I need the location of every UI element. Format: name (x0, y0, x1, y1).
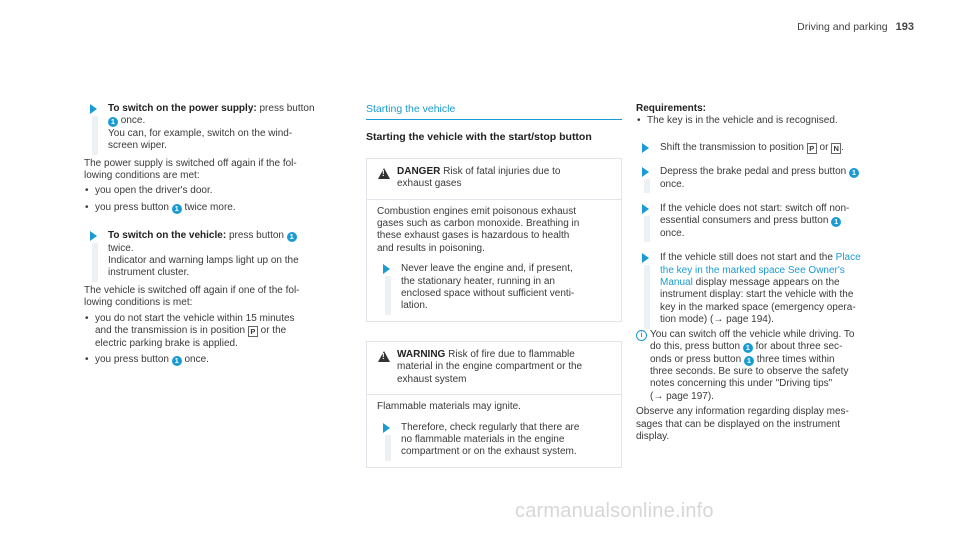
list-item: • you press button 1 twice more. (84, 202, 354, 214)
position-n-icon: N (831, 143, 841, 154)
danger-box: ! DANGER Risk of fatal injuries due to exhaust gases Combustion engines emit poisonous exhaust gases such as carbon monoxide. Breathing in these exhaust gases is hazardous to health and results in poisoning. Never leave the engine and, if present, the stationary heater, running in an enclosed space without sufficient venti- lation. (366, 158, 622, 322)
step-arrow-icon (383, 423, 390, 433)
note: i You can switch off the vehicle while driving. To do this, press button 1 for about three sec- onds or press button 1 three times within three seconds. Be sure to observe the safety notes concerning this under "Driving tips" (→ page 197). (636, 329, 896, 403)
step-vehicle: To switch on the vehicle: press button 1 twice. Indicator and warning lamps light up on the instrument cluster. (84, 230, 354, 280)
step-not-start: If the vehicle does not start: switch off non- essential consumers and press button 1 once. (636, 203, 896, 240)
list-item: • you open the driver's door. (84, 185, 354, 197)
step-arrow-icon (90, 231, 97, 241)
paragraph: The power supply is switched off again if the fol- lowing conditions are met: (84, 157, 297, 182)
list-item: • The key is in the vehicle and is recognised. (636, 115, 896, 127)
left-column (84, 103, 354, 366)
warning-triangle-icon (378, 168, 390, 179)
subsection-title: Starting the vehicle with the start/stop button (366, 131, 592, 144)
step-power-supply: To switch on the power supply: press button 1 once. You can, for example, switch on the wind- screen wiper. (84, 103, 354, 153)
button-1-icon: 1 (849, 168, 859, 178)
warning-step: Therefore, check regularly that there are no flammable materials in the engine compartment or on the exhaust system. (377, 422, 611, 459)
step-emergency: If the vehicle still does not start and the Place the key in the marked space See Owner's Manual display message appears on the instrument display: start the vehicle with the key in the marked space (emergency opera- tion mode) (→ page 194). (636, 252, 896, 326)
header-section: Driving and parking (797, 21, 888, 33)
middle-column (366, 103, 622, 468)
button-1-icon: 1 (172, 356, 182, 366)
danger-step: Never leave the engine and, if present, the stationary heater, running in an enclosed space without sufficient venti- lation. (377, 263, 611, 313)
right-column (636, 103, 896, 443)
paragraph: Observe any information regarding display mes- sages that can be displayed on the instrument display. (636, 406, 849, 442)
display-message: Manual (660, 277, 693, 289)
button-1-icon: 1 (108, 117, 118, 127)
button-1-icon: 1 (744, 356, 754, 366)
display-message: Place (835, 252, 861, 264)
button-1-icon: 1 (831, 217, 841, 227)
step-arrow-icon (383, 264, 390, 274)
step-arrow-icon (642, 204, 649, 214)
step-brake: Depress the brake pedal and press button 1 once. (636, 166, 896, 191)
info-icon: i (636, 330, 647, 341)
step-shift: Shift the transmission to position P or N . (636, 142, 896, 154)
step-arrow-icon (642, 143, 649, 153)
section-title: Starting the vehicle (366, 103, 622, 120)
position-p-icon: P (807, 143, 817, 154)
button-1-icon: 1 (743, 343, 753, 353)
warning-box: ! WARNING Risk of fire due to flammable material in the engine compartment or the exhaust system Flammable materials may ignite. Therefore, check regularly that there are no flammable materials in the engine compartment or on the exhaust system. (366, 341, 622, 468)
step-arrow-icon (642, 167, 649, 177)
paragraph: The vehicle is switched off again if one of the fol- lowing conditions is met: (84, 284, 300, 309)
list-item: • you press button 1 once. (84, 354, 354, 366)
warning-triangle-icon (378, 351, 390, 362)
display-message: the key in the marked space See Owner's (660, 264, 845, 276)
step-arrow-icon (90, 104, 97, 114)
watermark: carmanualsonline.info (515, 500, 714, 522)
list-item: • you do not start the vehicle within 15 minutes and the transmission is in position P or the electric parking brake is applied. (84, 313, 354, 350)
page-header (797, 21, 914, 33)
button-1-icon: 1 (287, 232, 297, 242)
button-1-icon: 1 (172, 204, 182, 214)
requirements-title: Requirements: (636, 103, 707, 114)
page-number: 193 (895, 21, 914, 33)
step-arrow-icon (642, 253, 649, 263)
position-p-icon: P (248, 326, 258, 337)
